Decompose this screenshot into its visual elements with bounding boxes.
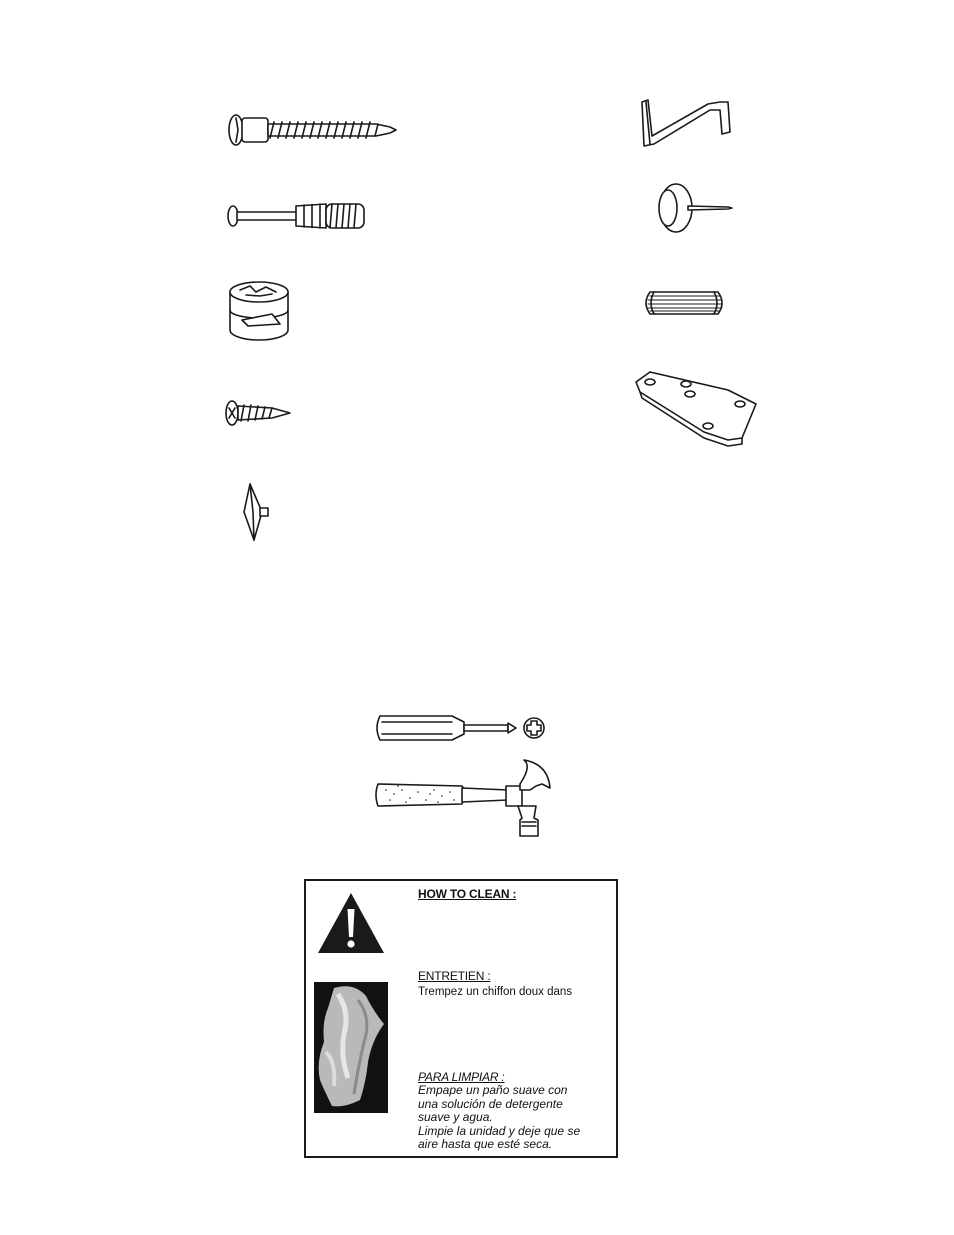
spanish-line: aire hasta que esté seca.	[418, 1137, 553, 1151]
hammer-icon	[372, 756, 558, 840]
warning-icon	[316, 891, 386, 955]
spanish-heading: PARA LIMPIAR :	[418, 1070, 505, 1084]
spanish-line: una solución de detergente	[418, 1096, 563, 1111]
mending-plate-icon	[632, 368, 762, 448]
allen-key-icon	[636, 96, 742, 152]
phillips-screwdriver-icon	[372, 710, 552, 746]
shelf-pin-icon	[240, 480, 276, 544]
spanish-line: Limpie la unidad y deje que se	[418, 1123, 581, 1138]
cleaning-cloth-icon	[314, 982, 388, 1113]
spanish-line: suave y agua.	[418, 1110, 493, 1124]
wooden-dowel-icon	[642, 286, 732, 320]
connector-bolt-icon	[226, 196, 376, 236]
spanish-text	[418, 1084, 608, 1152]
spanish-line: Empape un paño suave con	[418, 1083, 568, 1097]
long-screw-icon	[226, 110, 402, 150]
short-screw-icon	[224, 398, 294, 428]
cam-lock-icon	[226, 280, 292, 344]
english-heading: HOW TO CLEAN :	[418, 887, 517, 901]
nail-glide-icon	[654, 180, 736, 236]
french-text: Trempez un chiffon doux dans	[418, 986, 573, 998]
french-heading: ENTRETIEN :	[418, 969, 491, 983]
cleaning-instructions-panel	[304, 879, 618, 1158]
